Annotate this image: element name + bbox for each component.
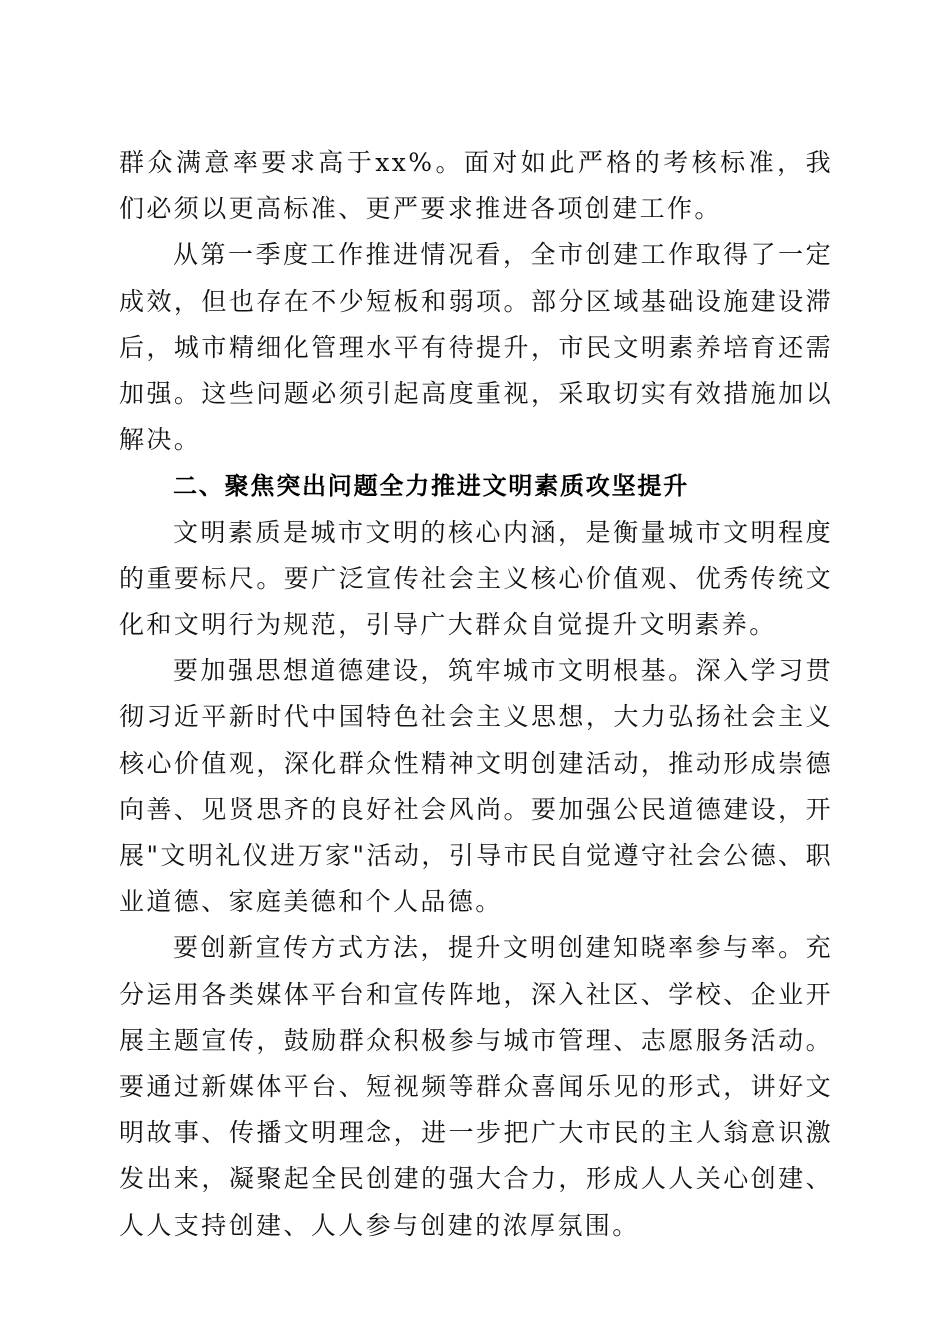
section-heading: 二、聚焦突出问题全力推进文明素质攻坚提升	[173, 472, 689, 501]
paragraph-publicity-methods: 要创新宣传方式方法，提升文明创建知晓率参与率。充分运用各类媒体平台和宣传阵地，深入社区、学校、企业开展主题宣传，鼓励群众积极参与城市管理、志愿服务活动。要通过新媒体平台、短视频等群众喜闻乐见的形式，讲好文明故事、传播文明理念，进一步把广大市民的主人翁意识激发出来，凝聚起全民创建的强大合力，形成人人关心创建、人人支持创建、人人参与创建的浓厚氛围。	[119, 933, 833, 1240]
paragraph-first-quarter-progress: 从第一季度工作推进情况看，全市创建工作取得了一定成效，但也存在不少短板和弱项。部分区域基础设施建设滞后，城市精细化管理水平有待提升，市民文明素养培育还需加强。这些问题必须引起高度重视，采取切实有效措施加以解决。	[119, 240, 833, 455]
paragraph-moral-construction: 要加强思想道德建设，筑牢城市文明根基。深入学习贯彻习近平新时代中国特色社会主义思想，大力弘扬社会主义核心价值观，深化群众性精神文明创建活动，推动形成崇德向善、见贤思齐的良好社会风尚。要加强公民道德建设，开展"文明礼仪进万家"活动，引导市民自觉遵守社会公德、职业道德、家庭美德和个人品德。	[119, 656, 833, 917]
paragraph-civic-quality: 文明素质是城市文明的核心内涵，是衡量城市文明程度的重要标尺。要广泛宣传社会主义核心价值观、优秀传统文化和文明行为规范，引导广大群众自觉提升文明素养。	[119, 517, 833, 640]
paragraph-continuation: 群众满意率要求高于xx%。面对如此严格的考核标准，我们必须以更高标准、更严要求推进各项创建工作。	[119, 148, 833, 224]
document-body	[119, 140, 833, 1249]
